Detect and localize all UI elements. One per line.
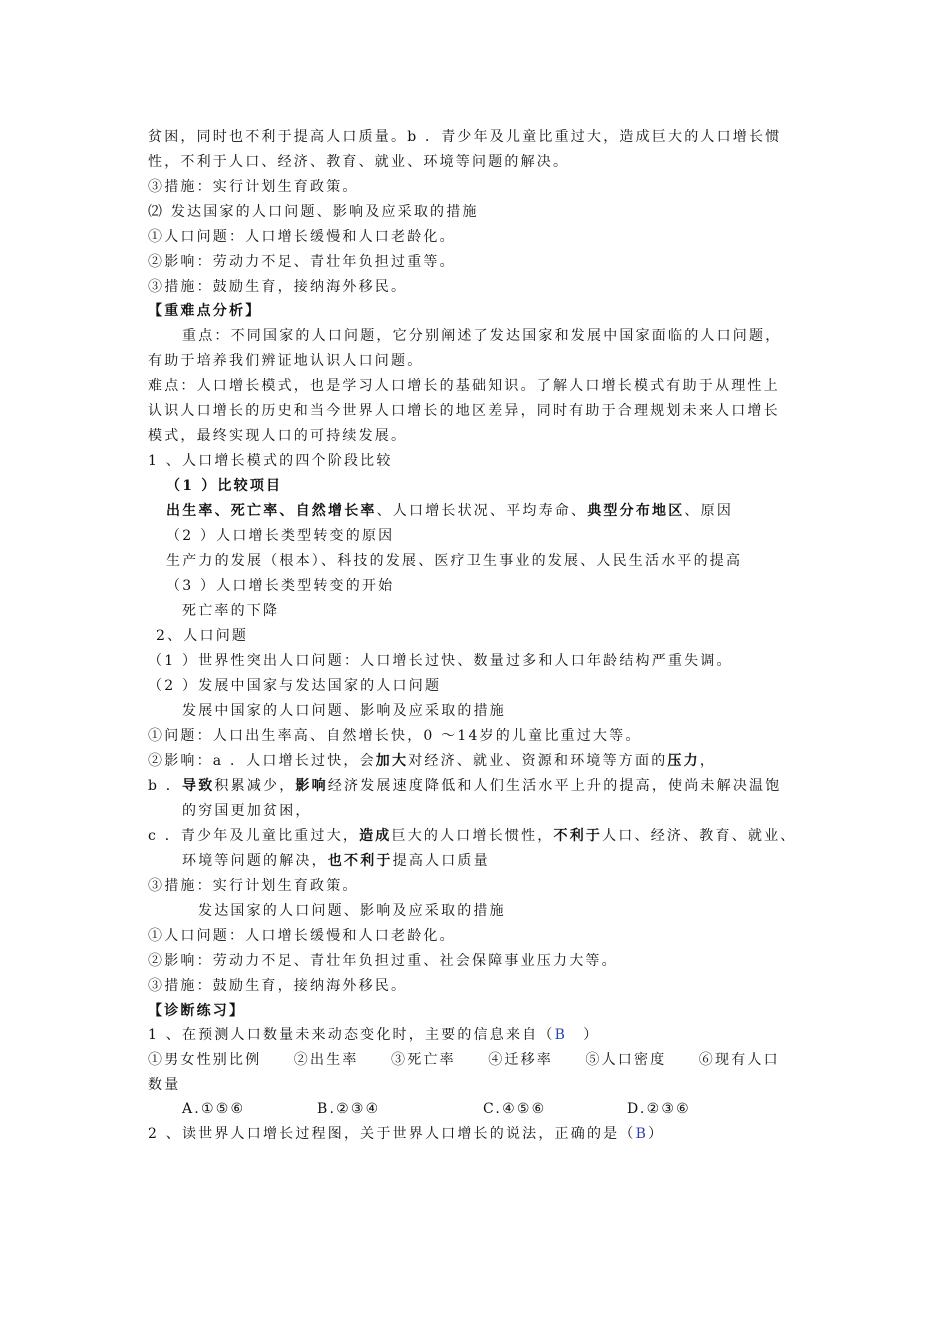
text-run: c ．青少年及儿童比重过大， (148, 828, 360, 844)
text-line: 认识人口增长的历史和当今世界人口增长的地区差异，同时有助于合理规划未来人口增长 (148, 403, 780, 419)
text-line: 的穷国更加贫困， (182, 803, 312, 819)
bold-term: 不利于 (553, 828, 603, 844)
text-run: 环境等问题的解决， (182, 853, 328, 869)
text-run: b ． (148, 778, 183, 794)
bold-term: 影响 (295, 778, 328, 794)
question-1 (148, 1025, 599, 1045)
option-d: D.②③⑥ (627, 1101, 691, 1117)
impact-line-c (148, 826, 797, 846)
option-b: B.②③④ (317, 1101, 381, 1117)
text-run: 经济发展速度降低和人们生活水平上升的提高，使尚未解决温饱 (327, 778, 782, 794)
question-close: ） (648, 1126, 665, 1142)
comparison-items-line (166, 501, 733, 521)
bold-term: 造成 (359, 828, 392, 844)
text-line: 性，不利于人口、经济、教育、就业、环境等问题的解决。 (148, 154, 570, 170)
impact-line-b (148, 776, 781, 796)
text-run: 对经济、就业、资源和环境等方面的 (408, 753, 668, 769)
impact-line-c-cont (182, 851, 490, 871)
text-line: （2 ）人口增长类型转变的原因 (166, 528, 395, 544)
text-line: 重点：不同国家的人口问题，它分别阐述了发达国家和发展中国家面临的人口问题， (182, 328, 782, 344)
text-line: 有助于培养我们辨证地认识人口问题。 (148, 353, 424, 369)
text-line: ⑵ 发达国家的人口问题、影响及应采取的措施 (148, 204, 479, 220)
text-run: ②影响：a ．人口增长过快，会 (148, 753, 376, 769)
text-line: ①问题：人口出生率高、自然增长快，0 ～14岁的儿童比重过大等。 (148, 728, 642, 744)
subheading: （1 ）比较项目 (166, 478, 283, 494)
question-close: ） (567, 1027, 600, 1043)
text-line: 发展中国家的人口问题、影响及应采取的措施 (182, 703, 506, 719)
question-stem: 2 、读世界人口增长过程图，关于世界人口增长的说法，正确的是（ (148, 1126, 636, 1142)
question-2 (148, 1124, 664, 1144)
text-run: ， (699, 753, 717, 769)
text-line: 2、人口问题 (156, 628, 249, 644)
text-line: ②影响：劳动力不足、青壮年负担过重等。 (148, 254, 456, 270)
text-line: ①人口问题：人口增长缓慢和人口老龄化。 (148, 928, 456, 944)
bold-term: 出生率、死亡率、自然增长率 (166, 503, 377, 519)
text-line: ③措施：实行计划生育政策。 (148, 878, 359, 894)
text-line: ①人口问题：人口增长缓慢和人口老龄化。 (148, 229, 456, 245)
text-run: 人口、经济、教育、就业、 (602, 828, 797, 844)
text-run: 巨大的人口增长惯性， (391, 828, 554, 844)
answer-mark: B (554, 1027, 568, 1043)
text-run: 、原因 (684, 503, 734, 519)
text-line: （3 ）人口增长类型转变的开始 (166, 578, 395, 594)
section-heading: 【重难点分析】 (148, 303, 262, 319)
answer-mark: B (635, 1126, 649, 1142)
text-line: ③措施：鼓励生育，接纳海外移民。 (148, 978, 408, 994)
text-line: ③措施：实行计划生育政策。 (148, 179, 359, 195)
text-line: 难点：人口增长模式，也是学习人口增长的基础知识。了解人口增长模式有助于从理性上 (148, 378, 780, 394)
text-line: ③措施：鼓励生育，接纳海外移民。 (148, 279, 408, 295)
text-line: ②影响：劳动力不足、青壮年负担过重、社会保障事业压力大等。 (148, 953, 618, 969)
text-run: 积累减少， (214, 778, 296, 794)
bold-term: 压力 (667, 753, 700, 769)
option-c: C.④⑤⑥ (483, 1101, 547, 1117)
bold-term: 也不利于 (327, 853, 393, 869)
text-line: 模式，最终实现人口的可持续发展。 (148, 428, 408, 444)
text-line: 数量 (148, 1077, 181, 1093)
text-line: 生产力的发展（根本）、科技的发展、医疗卫生事业的发展、人民生活水平的提高 (166, 553, 743, 569)
text-line: 1 、人口增长模式的四个阶段比较 (148, 453, 393, 469)
text-run: 、人口增长状况、平均寿命、 (376, 503, 588, 519)
section-heading: 【诊断练习】 (148, 1003, 246, 1019)
impact-line-a (148, 751, 716, 771)
bold-term: 典型分布地区 (587, 503, 685, 519)
bold-term: 导致 (182, 778, 215, 794)
question-1-factors: ①男女性别比例 ②出生率 ③死亡率 ④迁移率 ⑤人口密度 ⑥现有人口 (148, 1052, 780, 1068)
question-stem: 1 、在预测人口数量未来动态变化时，主要的信息来自（ (148, 1027, 555, 1043)
bold-term: 加大 (375, 753, 409, 769)
text-run: 提高人口质量 (392, 853, 490, 869)
option-a: A.①⑤⑥ (182, 1101, 246, 1117)
text-line: （2 ）发展中国家与发达国家的人口问题 (148, 678, 442, 694)
text-line: （1 ）世界性突出人口问题：人口增长过快、数量过多和人口年龄结构严重失调。 (148, 653, 733, 669)
text-line: 死亡率的下降 (182, 603, 280, 619)
text-line: 贫困，同时也不利于提高人口质量。b ．青少年及儿童比重过大，造成巨大的人口增长惯 (148, 129, 782, 145)
text-line: 发达国家的人口问题、影响及应采取的措施 (198, 903, 506, 919)
